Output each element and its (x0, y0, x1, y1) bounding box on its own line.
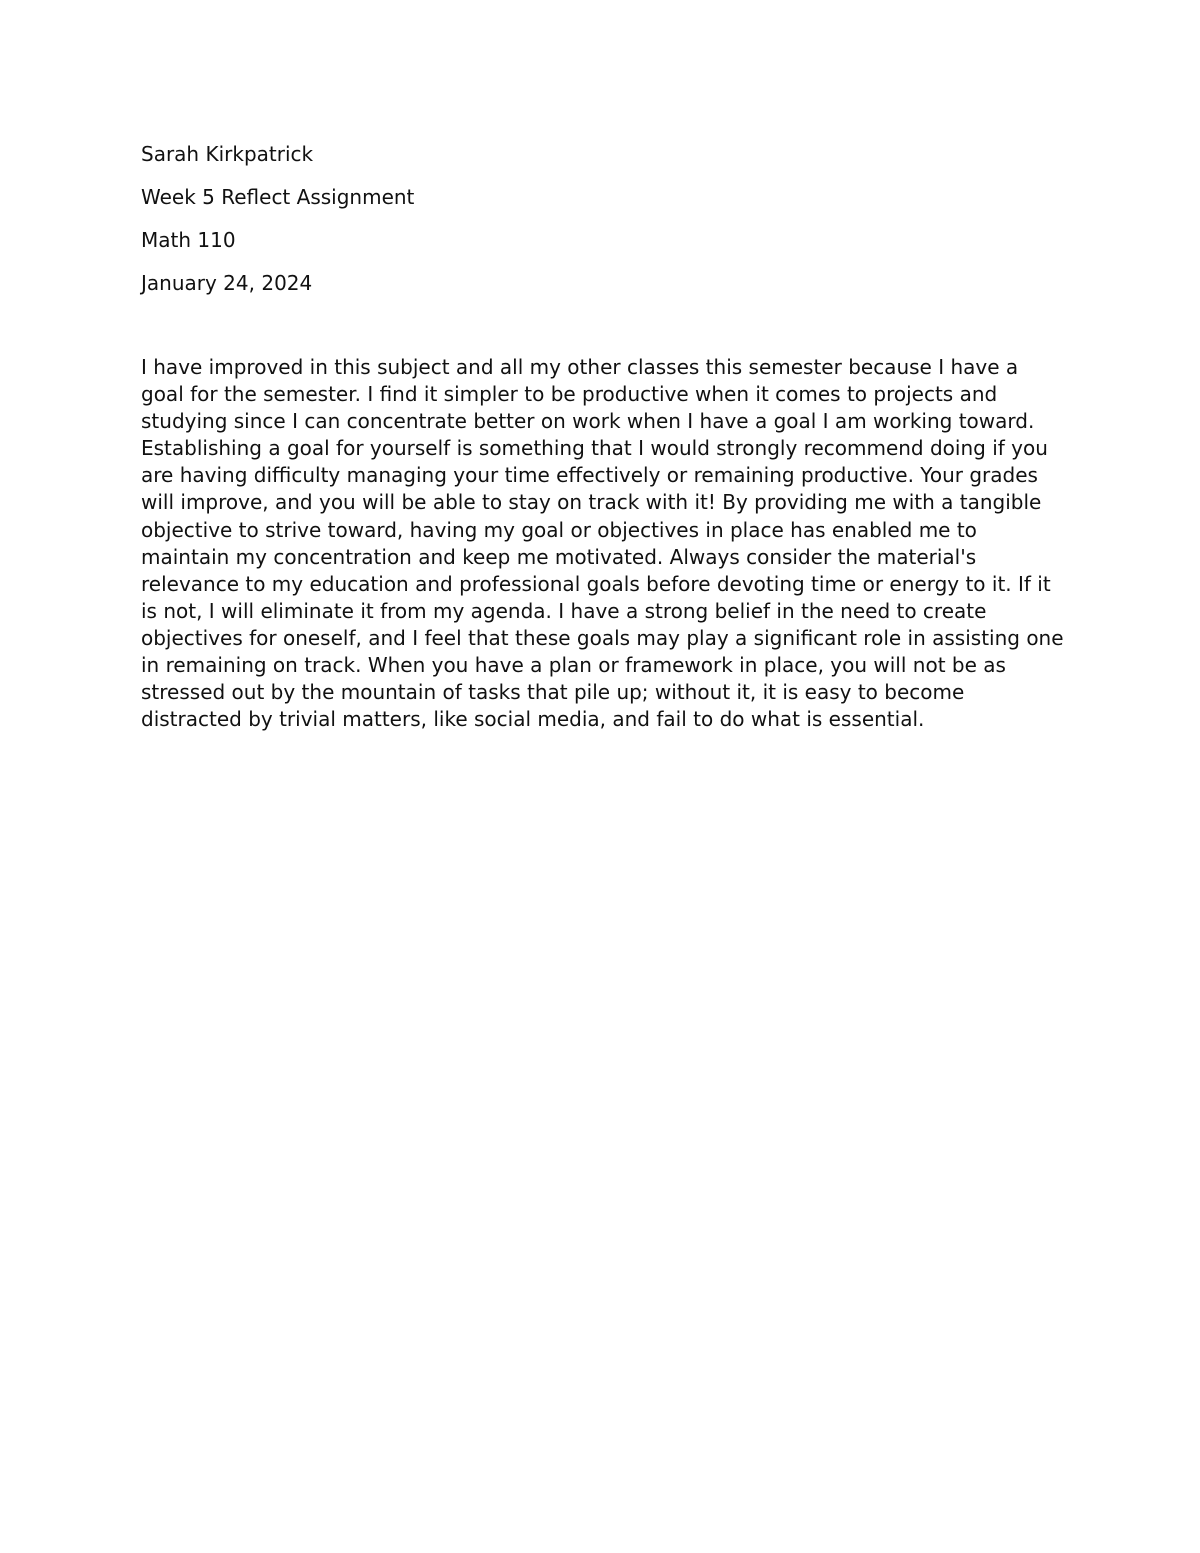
course-name: Math 110 (141, 228, 236, 252)
document-date: January 24, 2024 (141, 271, 313, 295)
assignment-title: Week 5 Reflect Assignment (141, 185, 415, 209)
body-paragraph: I have improved in this subject and all my other classes this semester because I have a goal for the semester. I find it simpler to be productive when it comes to projects and studying since I can concentrate better on work when I have a goal I am working toward. Establishing a goal for yourself is something that I would strongly recommend doing if you are having difficulty managing your time effectively or remaining productive. Your grades will improve, and you will be able to stay on track with it! By providing me with a tangible objective to strive toward, having my goal or objectives in place has enabled me to maintain my concentration and keep me motivated. Always consider the material's relevance to my education and professional goals before devoting time or energy to it. If it is not, I will eliminate it from my agenda. I have a strong belief in the need to create objectives for oneself, and I feel that these goals may play a significant role in assisting one in remaining on track. When you have a plan or framework in place, you will not be as stressed out by the mountain of tasks that pile up; without it, it is easy to become distracted by trivial matters, like social media, and fail to do what is essential. (141, 355, 1064, 732)
author-name: Sarah Kirkpatrick (141, 142, 314, 166)
document-header (141, 140, 1061, 312)
